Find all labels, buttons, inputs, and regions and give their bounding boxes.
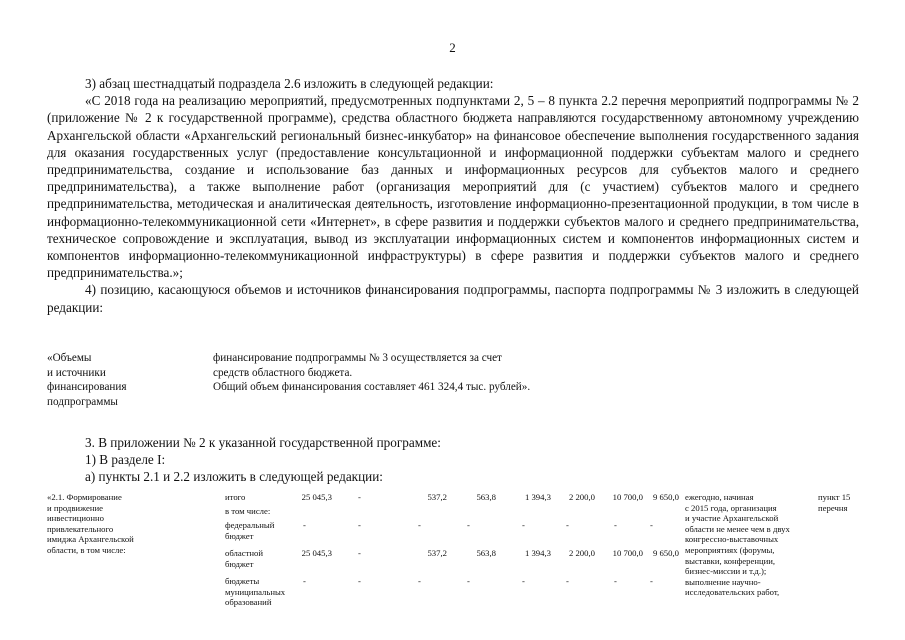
row-label-line: бюджет bbox=[225, 530, 254, 541]
indicator-line: и участие Архангельской bbox=[685, 513, 779, 524]
row-label bbox=[225, 506, 270, 517]
table-cell: - bbox=[566, 576, 569, 586]
section-3-heading: 3. В приложении № 2 к указанной государственной программе: bbox=[85, 435, 441, 450]
indicator-line: бизнес-миссии и т.д.); bbox=[685, 566, 767, 577]
section-3-item: а) пункты 2.1 и 2.2 изложить в следующей редакции: bbox=[85, 469, 383, 485]
indicator-line: исследовательских работ, bbox=[685, 587, 780, 598]
table-cell: - bbox=[614, 576, 617, 586]
passport-value-line: средств областного бюджета. bbox=[213, 366, 353, 379]
item-name-line: области, в том числе: bbox=[47, 544, 126, 555]
table-cell: 1 394,3 bbox=[524, 492, 551, 502]
row-label-line: областной bbox=[225, 548, 264, 558]
table-cell: 537,2 bbox=[427, 492, 447, 502]
table-cell: 25 045,3 bbox=[301, 492, 332, 502]
table-cell: - bbox=[358, 548, 361, 558]
table-cell: - bbox=[650, 576, 653, 586]
table-cell: 25 045,3 bbox=[301, 548, 332, 558]
passport-value-line: финансирование подпрограммы № 3 осуществляется за счет bbox=[213, 352, 502, 364]
table-cell: 9 650,0 bbox=[652, 548, 679, 558]
indicator-line: выставки, конференции, bbox=[685, 555, 776, 566]
item-name-line: и продвижение bbox=[47, 502, 103, 513]
table-cell: - bbox=[467, 520, 470, 530]
row-label-line: муниципальных bbox=[225, 586, 286, 597]
table-cell: - bbox=[303, 576, 306, 586]
table-cell: - bbox=[522, 520, 525, 530]
paragraph-item-4: 4) позицию, касающуюся объемов и источников финансирования подпрограммы, паспорта подпрограммы № 3 изложить в следующей редакции: bbox=[47, 282, 859, 315]
table-cell: - bbox=[358, 492, 361, 502]
row-label-line: итого bbox=[225, 492, 246, 502]
indicator-line: мероприятиях (форумы, bbox=[685, 544, 775, 555]
section-3 bbox=[47, 434, 859, 486]
reference-line: пункт 15 bbox=[818, 492, 851, 502]
indicator-line: конгрессно-выставочных bbox=[685, 534, 779, 545]
table-cell: - bbox=[358, 520, 361, 530]
indicator-line: с 2015 года, организация bbox=[685, 502, 777, 513]
table-cell: 9 650,0 bbox=[652, 492, 679, 502]
table-cell: 563,8 bbox=[476, 548, 496, 558]
passport-value-line: Общий объем финансирования составляет 461 324,4 тыс. рублей». bbox=[213, 381, 531, 393]
paragraph-quote: «С 2018 года на реализацию мероприятий, предусмотренных подпунктами 2, 5 – 8 пункта 2.2 перечня мероприятий подпрограммы № 2 (приложение № 2 к государственной программе), средства областного бюджета направляются государственному автономному учреждению Архангельской области «Архангельский региональный бизнес-инкубатор» на финансовое обеспечение выполнения государственного задания для оказания государственных услуг (предоставление консультационной и информационной поддержки субъектам малого и среднего предпринимательства, создание и использование баз данных и информационных ресурсов для субъектов малого и среднего предпринимательства), а также выполнение работ (организация мероприятий для (с участием) субъектов малого и среднего предпринимательства, методическая и аналитическая деятельность, изготовление информационно-презентационной продукции, в том числе в информационно-телекоммуникационной сети «Интернет», в сфере развития и поддержки субъектов малого и среднего предпринимательства, техническое сопровождение и эксплуатация, вывод из эксплуатации информационных систем и компонентов информационных систем и компонентов информационно-телекоммуникационной инфраструктуры) в сфере развития и поддержки субъектов малого и среднего предпринимательства.»; bbox=[47, 93, 859, 281]
table-cell: 2 200,0 bbox=[568, 492, 595, 502]
table-cell: - bbox=[650, 520, 653, 530]
row-label-line: бюджеты bbox=[225, 576, 260, 586]
reference-line: перечня bbox=[818, 502, 848, 513]
row-label bbox=[225, 520, 274, 541]
indicator-line: области не менее чем в двух bbox=[685, 523, 790, 534]
item-name-line: имиджа Архангельской bbox=[47, 534, 134, 545]
passport-label-line: подпрограммы bbox=[47, 395, 118, 408]
passport-label-line: финансирования bbox=[47, 381, 127, 393]
row-label bbox=[225, 492, 245, 503]
table-cell: 2 200,0 bbox=[568, 548, 595, 558]
section-3-sub: 1) В разделе I: bbox=[85, 452, 166, 468]
row-label bbox=[225, 548, 263, 569]
table-cell: - bbox=[522, 576, 525, 586]
passport-value bbox=[213, 351, 853, 395]
paragraph-item-3: 3) абзац шестнадцатый подраздела 2.6 изложить в следующей редакции: bbox=[85, 76, 494, 91]
row-label-line: бюджет bbox=[225, 558, 254, 569]
table-cell: 537,2 bbox=[427, 548, 447, 558]
table-cell: - bbox=[358, 576, 361, 586]
table-cell: - bbox=[566, 520, 569, 530]
table-cell: - bbox=[467, 576, 470, 586]
table-cell: - bbox=[614, 520, 617, 530]
document-body bbox=[47, 75, 859, 316]
row-label-line: в том числе: bbox=[225, 506, 271, 516]
table-indicator bbox=[685, 492, 810, 598]
table-cell: 563,8 bbox=[476, 492, 496, 502]
table-item-name bbox=[47, 492, 217, 556]
row-label-line: федеральный bbox=[225, 520, 275, 530]
table-cell: 10 700,0 bbox=[612, 548, 643, 558]
passport-label-line: «Объемы bbox=[47, 352, 92, 364]
table-cell: 1 394,3 bbox=[524, 548, 551, 558]
passport-label bbox=[47, 351, 197, 409]
indicator-line: выполнение научно- bbox=[685, 576, 761, 587]
passport-label-line: и источники bbox=[47, 366, 106, 379]
table-reference bbox=[818, 492, 868, 513]
table-cell: - bbox=[418, 520, 421, 530]
indicator-line: ежегодно, начиная bbox=[685, 492, 754, 502]
item-name-line: инвестиционно bbox=[47, 513, 105, 524]
table-cell: - bbox=[303, 520, 306, 530]
table-cell: 10 700,0 bbox=[612, 492, 643, 502]
row-label-line: образований bbox=[225, 597, 272, 608]
item-name-line: привлекательного bbox=[47, 523, 114, 534]
table-cell: - bbox=[418, 576, 421, 586]
page-number: 2 bbox=[449, 40, 456, 55]
item-name-line: «2.1. Формирование bbox=[47, 492, 122, 502]
